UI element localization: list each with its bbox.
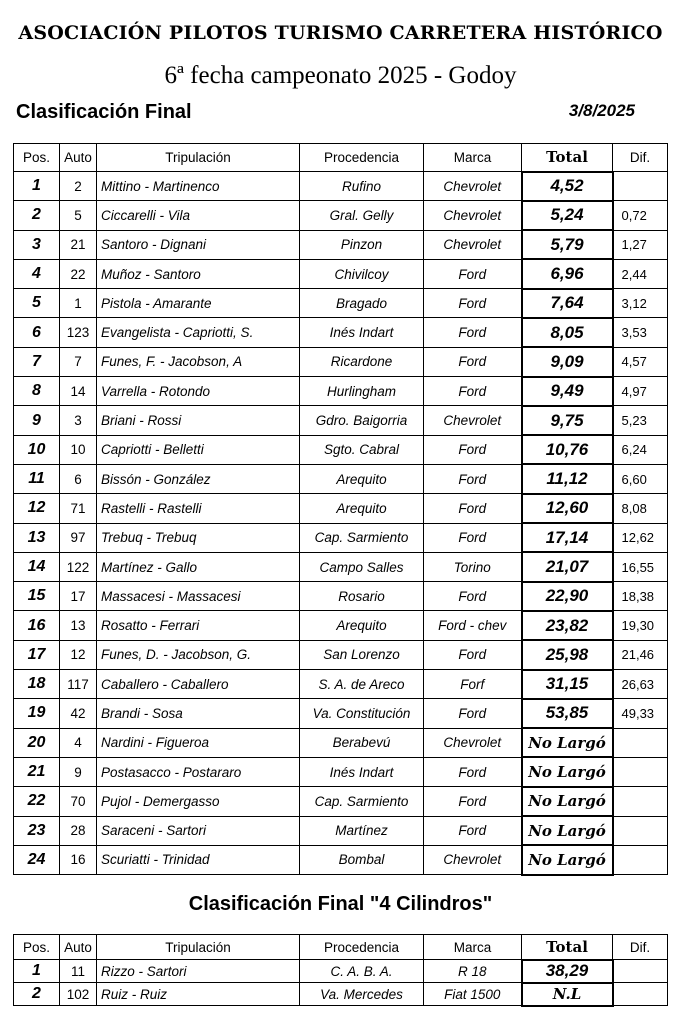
car-number-cell: 12 — [60, 640, 97, 669]
crew-cell: Muñoz - Santoro — [97, 259, 300, 288]
crew-cell: Ciccarelli - Vila — [97, 201, 300, 230]
difference-cell: 6,24 — [613, 435, 668, 464]
origin-cell: Cap. Sarmiento — [300, 523, 424, 552]
total-cell: No Largó — [522, 787, 613, 816]
result-row — [14, 582, 668, 611]
difference-cell — [613, 172, 668, 201]
brand-cell: Ford — [424, 464, 522, 493]
cilindros-table — [13, 934, 668, 1007]
cilindros-table-header — [14, 935, 668, 960]
position-cell: 21 — [14, 757, 60, 786]
result-row — [14, 757, 668, 786]
brand-cell: Ford — [424, 377, 522, 406]
total-cell: 4,52 — [522, 172, 613, 201]
total-cell: 10,76 — [522, 435, 613, 464]
car-number-cell: 14 — [60, 377, 97, 406]
origin-cell: Bragado — [300, 289, 424, 318]
origin-cell: Va. Constitución — [300, 699, 424, 728]
crew-cell: Capriotti - Belletti — [97, 435, 300, 464]
car-number-cell: 17 — [60, 582, 97, 611]
table-header — [14, 144, 668, 172]
total-cell: 22,90 — [522, 582, 613, 611]
position-cell: 24 — [14, 845, 60, 874]
brand-cell: Ford — [424, 259, 522, 288]
car-number-cell: 28 — [60, 816, 97, 845]
section-title: Clasificación Final — [16, 101, 192, 123]
position-cell: 23 — [14, 816, 60, 845]
car-number-cell: 123 — [60, 318, 97, 347]
difference-cell: 8,08 — [613, 494, 668, 523]
position-cell: 10 — [14, 435, 60, 464]
total-cell: 8,05 — [522, 318, 613, 347]
result-row — [14, 787, 668, 816]
crew-cell: Massacesi - Massacesi — [97, 582, 300, 611]
brand-cell: Ford — [424, 816, 522, 845]
crew-cell: Mittino - Martinenco — [97, 172, 300, 201]
result-row — [14, 728, 668, 757]
col-marca: Marca — [424, 935, 522, 960]
brand-cell: Ford - chev — [424, 611, 522, 640]
position-cell: 14 — [14, 552, 60, 581]
col-auto: Auto — [60, 144, 97, 172]
col-total: Total — [522, 144, 613, 172]
result-row — [14, 377, 668, 406]
difference-cell: 1,27 — [613, 230, 668, 259]
event-subtitle: 6ª fecha campeonato 2025 - Godoy — [164, 62, 517, 89]
brand-cell: Ford — [424, 523, 522, 552]
crew-cell: Santoro - Dignani — [97, 230, 300, 259]
total-cell: 5,79 — [522, 230, 613, 259]
difference-cell: 26,63 — [613, 670, 668, 699]
total-cell: 12,60 — [522, 494, 613, 523]
car-number-cell: 2 — [60, 172, 97, 201]
brand-cell: Chevrolet — [424, 172, 522, 201]
total-cell: No Largó — [522, 757, 613, 786]
position-cell: 16 — [14, 611, 60, 640]
position-cell: 9 — [14, 406, 60, 435]
brand-cell: Ford — [424, 699, 522, 728]
crew-cell: Rizzo - Sartori — [97, 960, 300, 983]
crew-cell: Pujol - Demergasso — [97, 787, 300, 816]
origin-cell: Martínez — [300, 816, 424, 845]
car-number-cell: 5 — [60, 201, 97, 230]
brand-cell: R 18 — [424, 960, 522, 983]
result-row — [14, 230, 668, 259]
event-date: 3/8/2025 — [568, 101, 635, 120]
difference-cell: 3,53 — [613, 318, 668, 347]
brand-cell: Chevrolet — [424, 845, 522, 874]
difference-cell — [613, 845, 668, 874]
origin-cell: Sgto. Cabral — [300, 435, 424, 464]
origin-cell: Ricardone — [300, 347, 424, 376]
origin-cell: Campo Salles — [300, 552, 424, 581]
position-cell: 7 — [14, 347, 60, 376]
position-cell: 3 — [14, 230, 60, 259]
total-cell: 6,96 — [522, 259, 613, 288]
brand-cell: Chevrolet — [424, 728, 522, 757]
cilindros-row — [14, 983, 668, 1006]
position-cell: 2 — [14, 201, 60, 230]
crew-cell: Bissón - González — [97, 464, 300, 493]
col-dif: Dif. — [613, 935, 668, 960]
crew-cell: Saraceni - Sartori — [97, 816, 300, 845]
car-number-cell: 1 — [60, 289, 97, 318]
crew-cell: Varrella - Rotondo — [97, 377, 300, 406]
difference-cell: 16,55 — [613, 552, 668, 581]
total-cell: 38,29 — [522, 960, 613, 983]
result-row — [14, 670, 668, 699]
organization-title: ASOCIACIÓN PILOTOS TURISMO CARRETERA HISTÓRICO — [18, 22, 663, 44]
brand-cell: Forf — [424, 670, 522, 699]
crew-cell: Caballero - Caballero — [97, 670, 300, 699]
crew-cell: Brandi - Sosa — [97, 699, 300, 728]
difference-cell — [613, 983, 668, 1006]
position-cell: 11 — [14, 464, 60, 493]
total-cell: No Largó — [522, 845, 613, 874]
position-cell: 19 — [14, 699, 60, 728]
position-cell: 8 — [14, 377, 60, 406]
origin-cell: Rosario — [300, 582, 424, 611]
total-cell: 21,07 — [522, 552, 613, 581]
result-row — [14, 289, 668, 318]
total-cell: No Largó — [522, 816, 613, 845]
car-number-cell: 21 — [60, 230, 97, 259]
result-row — [14, 406, 668, 435]
result-row — [14, 347, 668, 376]
result-row — [14, 611, 668, 640]
difference-cell: 4,97 — [613, 377, 668, 406]
brand-cell: Ford — [424, 494, 522, 523]
car-number-cell: 7 — [60, 347, 97, 376]
total-cell: 23,82 — [522, 611, 613, 640]
origin-cell: Inés Indart — [300, 318, 424, 347]
result-row — [14, 494, 668, 523]
crew-cell: Scuriatti - Trinidad — [97, 845, 300, 874]
car-number-cell: 6 — [60, 464, 97, 493]
result-row — [14, 464, 668, 493]
position-cell: 13 — [14, 523, 60, 552]
total-cell: 25,98 — [522, 640, 613, 669]
car-number-cell: 16 — [60, 845, 97, 874]
brand-cell: Ford — [424, 289, 522, 318]
difference-cell: 6,60 — [613, 464, 668, 493]
brand-cell: Chevrolet — [424, 406, 522, 435]
difference-cell — [613, 816, 668, 845]
origin-cell: Pinzon — [300, 230, 424, 259]
origin-cell: S. A. de Areco — [300, 670, 424, 699]
col-auto: Auto — [60, 935, 97, 960]
col-procedencia: Procedencia — [300, 144, 424, 172]
result-row — [14, 640, 668, 669]
brand-cell: Ford — [424, 640, 522, 669]
total-cell: 31,15 — [522, 670, 613, 699]
result-row — [14, 845, 668, 874]
origin-cell: Chivilcoy — [300, 259, 424, 288]
position-cell: 17 — [14, 640, 60, 669]
result-row — [14, 318, 668, 347]
position-cell: 22 — [14, 787, 60, 816]
total-cell: 7,64 — [522, 289, 613, 318]
origin-cell: Cap. Sarmiento — [300, 787, 424, 816]
crew-cell: Postasacco - Postararo — [97, 757, 300, 786]
difference-cell — [613, 728, 668, 757]
total-cell: No Largó — [522, 728, 613, 757]
brand-cell: Ford — [424, 435, 522, 464]
brand-cell: Fiat 1500 — [424, 983, 522, 1006]
crew-cell: Nardini - Figueroa — [97, 728, 300, 757]
brand-cell: Ford — [424, 757, 522, 786]
car-number-cell: 3 — [60, 406, 97, 435]
cilindros-row — [14, 960, 668, 983]
origin-cell: Hurlingham — [300, 377, 424, 406]
crew-cell: Trebuq - Trebuq — [97, 523, 300, 552]
crew-cell: Funes, D. - Jacobson, G. — [97, 640, 300, 669]
car-number-cell: 70 — [60, 787, 97, 816]
crew-cell: Martínez - Gallo — [97, 552, 300, 581]
brand-cell: Ford — [424, 787, 522, 816]
origin-cell: C. A. B. A. — [300, 960, 424, 983]
total-cell: 11,12 — [522, 464, 613, 493]
result-row — [14, 201, 668, 230]
car-number-cell: 9 — [60, 757, 97, 786]
difference-cell — [613, 960, 668, 983]
difference-cell: 21,46 — [613, 640, 668, 669]
total-cell: 53,85 — [522, 699, 613, 728]
result-row — [14, 259, 668, 288]
result-row — [14, 552, 668, 581]
brand-cell: Chevrolet — [424, 230, 522, 259]
difference-cell: 0,72 — [613, 201, 668, 230]
origin-cell: Gral. Gelly — [300, 201, 424, 230]
car-number-cell: 13 — [60, 611, 97, 640]
results-table — [13, 143, 668, 876]
result-row — [14, 699, 668, 728]
col-pos: Pos. — [14, 144, 60, 172]
position-cell: 5 — [14, 289, 60, 318]
position-cell: 2 — [14, 983, 60, 1006]
result-row — [14, 435, 668, 464]
total-cell: 5,24 — [522, 201, 613, 230]
result-row — [14, 816, 668, 845]
position-cell: 20 — [14, 728, 60, 757]
total-cell: 9,49 — [522, 377, 613, 406]
difference-cell: 18,38 — [613, 582, 668, 611]
car-number-cell: 4 — [60, 728, 97, 757]
result-row — [14, 172, 668, 201]
origin-cell: San Lorenzo — [300, 640, 424, 669]
col-marca: Marca — [424, 144, 522, 172]
car-number-cell: 42 — [60, 699, 97, 728]
difference-cell: 49,33 — [613, 699, 668, 728]
crew-cell: Pistola - Amarante — [97, 289, 300, 318]
origin-cell: Rufino — [300, 172, 424, 201]
crew-cell: Ruiz - Ruiz — [97, 983, 300, 1006]
difference-cell: 12,62 — [613, 523, 668, 552]
crew-cell: Rastelli - Rastelli — [97, 494, 300, 523]
difference-cell — [613, 757, 668, 786]
col-dif: Dif. — [613, 144, 668, 172]
col-procedencia: Procedencia — [300, 935, 424, 960]
total-cell: 9,09 — [522, 347, 613, 376]
crew-cell: Briani - Rossi — [97, 406, 300, 435]
brand-cell: Ford — [424, 347, 522, 376]
crew-cell: Evangelista - Capriotti, S. — [97, 318, 300, 347]
position-cell: 4 — [14, 259, 60, 288]
brand-cell: Torino — [424, 552, 522, 581]
position-cell: 18 — [14, 670, 60, 699]
brand-cell: Ford — [424, 318, 522, 347]
position-cell: 15 — [14, 582, 60, 611]
position-cell: 12 — [14, 494, 60, 523]
col-total: Total — [522, 935, 613, 960]
car-number-cell: 97 — [60, 523, 97, 552]
origin-cell: Arequito — [300, 611, 424, 640]
total-cell: N.L — [522, 983, 613, 1006]
car-number-cell: 102 — [60, 983, 97, 1006]
car-number-cell: 10 — [60, 435, 97, 464]
crew-cell: Funes, F. - Jacobson, A — [97, 347, 300, 376]
total-cell: 9,75 — [522, 406, 613, 435]
difference-cell: 2,44 — [613, 259, 668, 288]
total-cell: 17,14 — [522, 523, 613, 552]
difference-cell: 19,30 — [613, 611, 668, 640]
origin-cell: Arequito — [300, 494, 424, 523]
origin-cell: Arequito — [300, 464, 424, 493]
car-number-cell: 71 — [60, 494, 97, 523]
result-row — [14, 523, 668, 552]
difference-cell: 4,57 — [613, 347, 668, 376]
origin-cell: Inés Indart — [300, 757, 424, 786]
difference-cell — [613, 787, 668, 816]
origin-cell: Berabevú — [300, 728, 424, 757]
brand-cell: Ford — [424, 582, 522, 611]
position-cell: 1 — [14, 960, 60, 983]
origin-cell: Bombal — [300, 845, 424, 874]
difference-cell: 3,12 — [613, 289, 668, 318]
car-number-cell: 122 — [60, 552, 97, 581]
crew-cell: Rosatto - Ferrari — [97, 611, 300, 640]
origin-cell: Gdro. Baigorria — [300, 406, 424, 435]
cilindros-section-title: Clasificación Final "4 Cilindros" — [188, 893, 493, 915]
col-tripulacion: Tripulación — [97, 144, 300, 172]
position-cell: 6 — [14, 318, 60, 347]
difference-cell: 5,23 — [613, 406, 668, 435]
car-number-cell: 117 — [60, 670, 97, 699]
brand-cell: Chevrolet — [424, 201, 522, 230]
origin-cell: Va. Mercedes — [300, 983, 424, 1006]
car-number-cell: 11 — [60, 960, 97, 983]
col-pos: Pos. — [14, 935, 60, 960]
col-tripulacion: Tripulación — [97, 935, 300, 960]
car-number-cell: 22 — [60, 259, 97, 288]
position-cell: 1 — [14, 172, 60, 201]
